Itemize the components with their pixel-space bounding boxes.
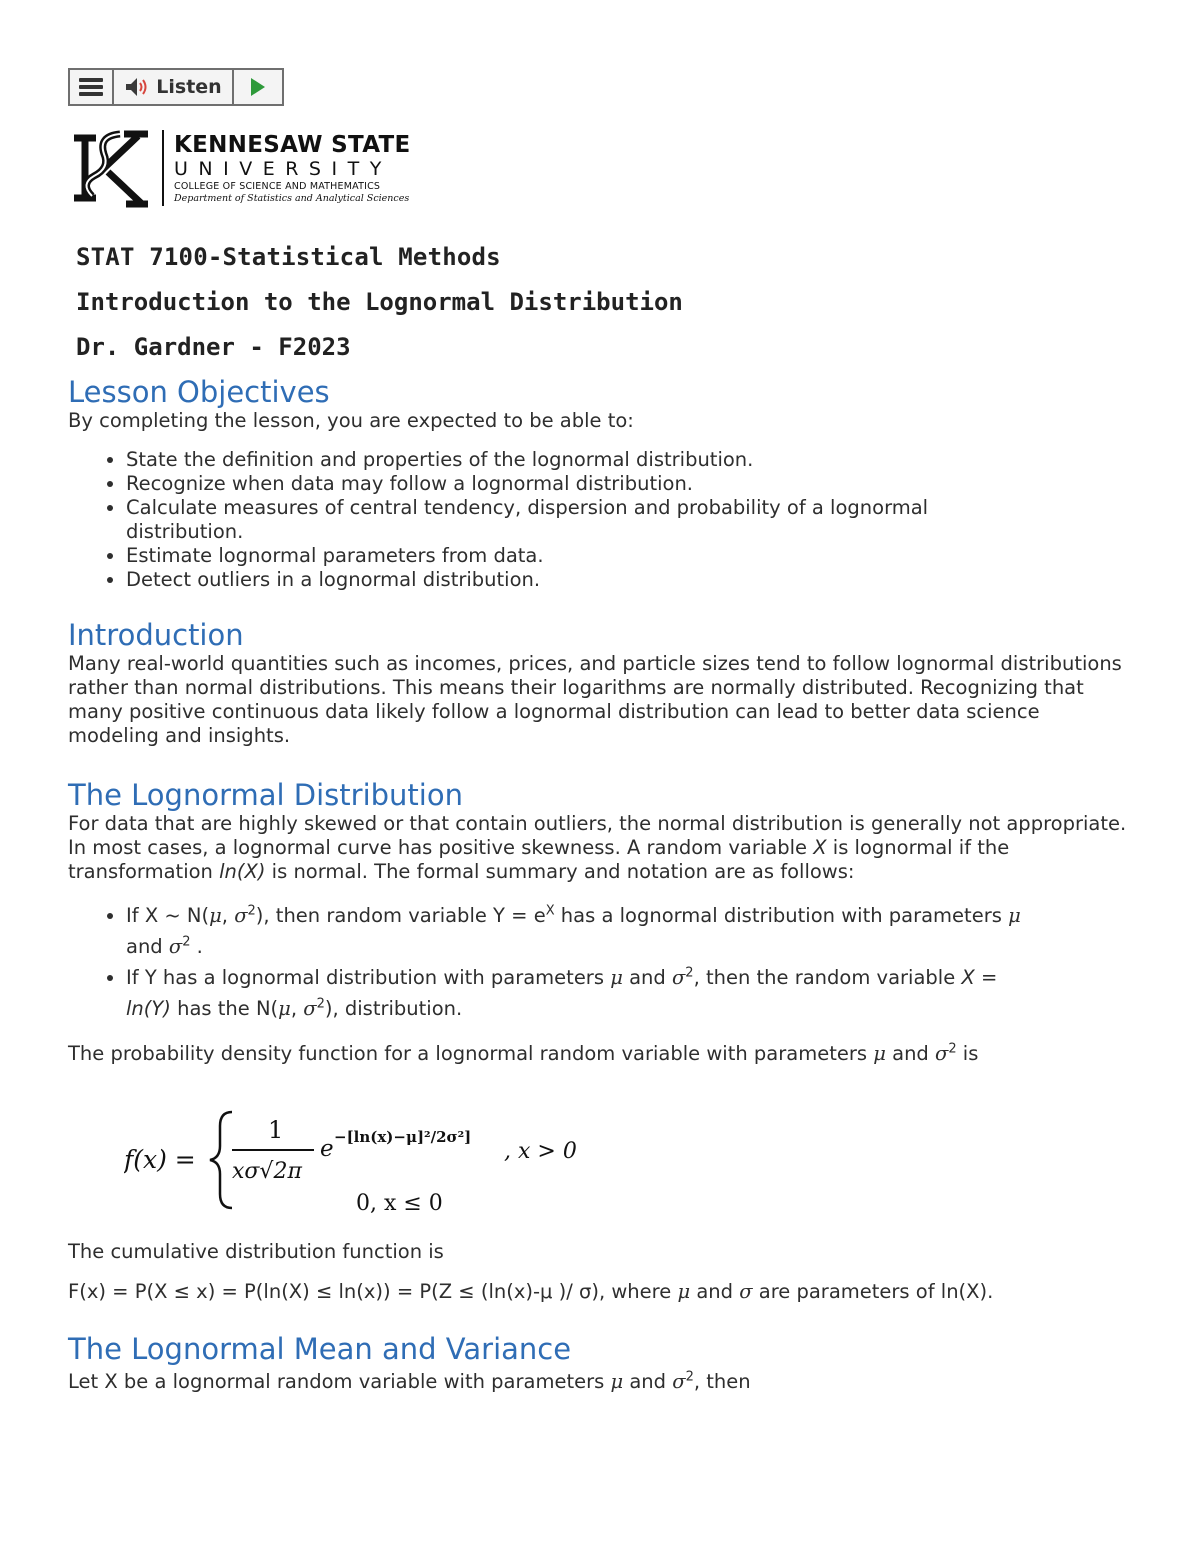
list-item: • State the definition and properties of the lognormal distribution.: [126, 448, 1048, 472]
objectives-heading: Lesson Objectives: [68, 375, 330, 409]
objectives-intro: By completing the lesson, you are expected to be able to:: [68, 409, 634, 432]
definition-list: [68, 900, 1148, 1024]
logo-divider: [162, 130, 164, 206]
logo-line-1: KENNESAW STATE: [174, 132, 411, 158]
formula-exp-base: e: [320, 1136, 334, 1162]
university-logo: [68, 124, 1148, 214]
list-item: • If Y has a lognormal distribution with parameters μ and $\sigma^2$, then the random variable X = ln(Y) has the N(μ, $\sigma^2$), distribution.: [126, 962, 1148, 1024]
play-button[interactable]: [234, 70, 282, 104]
list-item: • If X ~ N(μ, $\sigma^2$), then random variable $Y = e^X$ has a lognormal distribution with parameters μ and $\sigma^2$ .: [126, 900, 1148, 962]
hamburger-icon: [79, 78, 103, 96]
logo-line-4: Department of Statistics and Analytical Sciences: [174, 192, 410, 204]
logo-line-3: COLLEGE OF SCIENCE AND MATHEMATICS: [174, 181, 381, 192]
list-item: • Calculate measures of central tendency, dispersion and probability of a lognormal distribution.: [126, 496, 1048, 544]
play-icon: [249, 77, 267, 97]
speaker-icon: [124, 76, 150, 98]
cdf-formula: F(x) = P(X ≤ x) = P(ln(X) ≤ ln(x)) = P(Z ≤ (ln(x)-μ )/ σ), where μ and σ are parameters of ln(X).: [68, 1280, 994, 1303]
formula-case1-condition: , x > 0: [504, 1139, 577, 1164]
lognormal-heading: The Lognormal Distribution: [68, 778, 463, 812]
course-title: STAT 7100-Statistical Methods: [76, 243, 501, 271]
introduction-body: Many real-world quantities such as incomes, prices, and particle sizes tend to follow lognormal distributions rather than normal distributions. This means their logarithms are normally distributed. Recognizing that many positive continuous data likely follow a lognormal distribution can lead to better data science modeling and insights.: [68, 652, 1122, 747]
read-aloud-toolbar: [68, 68, 284, 106]
lognormal-body: For data that are highly skewed or that contain outliers, the normal distribution is generally not appropriate. In most cases, a lognormal curve has positive skewness. A random variable X is lognormal if the transformation ln(X) is normal. The formal summary and notation are as follows:: [68, 812, 1127, 883]
formula-exponent: −[ln(x)−μ]²/2σ²]: [334, 1128, 472, 1146]
menu-button[interactable]: [70, 70, 114, 104]
instructor-line: Dr. Gardner - F2023: [76, 333, 351, 361]
logo-line-2: UNIVERSITY: [174, 158, 392, 180]
formula-lhs: f(x) =: [124, 1145, 196, 1174]
list-item: • Recognize when data may follow a lognormal distribution.: [126, 472, 1048, 496]
meanvar-heading: The Lognormal Mean and Variance: [68, 1332, 572, 1366]
introduction-heading: Introduction: [68, 618, 244, 652]
list-item: • Detect outliers in a lognormal distribution.: [126, 568, 1048, 592]
formula-case2: 0, x ≤ 0: [356, 1191, 443, 1214]
listen-label: Listen: [156, 76, 222, 98]
cdf-intro: The cumulative distribution function is: [68, 1240, 444, 1263]
formula-numerator: 1: [268, 1116, 284, 1144]
pdf-formula: [124, 1106, 1148, 1214]
pdf-intro: The probability density function for a lognormal random variable with parameters μ and $\sigma^2$ is: [68, 1041, 979, 1065]
logo-wordmark: [174, 124, 411, 203]
course-header: [76, 242, 1148, 377]
listen-button[interactable]: [114, 70, 234, 104]
lesson-title: Introduction to the Lognormal Distribution: [76, 288, 683, 316]
pdf-formula-graphic: [124, 1106, 644, 1214]
formula-denominator: xσ√2π: [232, 1159, 302, 1184]
objectives-list: [68, 448, 1148, 592]
document-page: [68, 68, 1148, 1394]
list-item: • Estimate lognormal parameters from data.: [126, 544, 1048, 568]
meanvar-intro: Let X be a lognormal random variable with parameters μ and $\sigma^2$, then: [68, 1369, 751, 1393]
ks-logo-icon: [68, 124, 152, 212]
